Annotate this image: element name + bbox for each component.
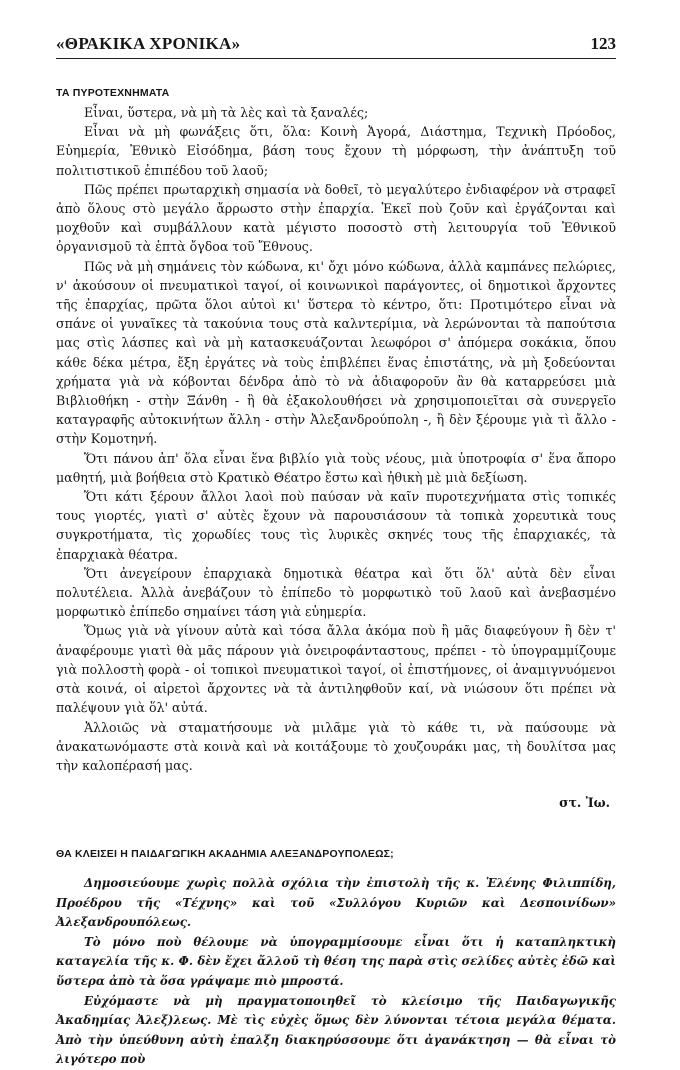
paragraph: Ὅτι πάνου ἀπ' ὅλα εἶναι ἕνα βιβλίο γιὰ τοὺς νέους, μιὰ ὑποτροφία σ' ἕνα ἄπορο μαθητή, μιὰ βοήθεια στὸ Κρατικὸ Θέατρο ἔστω καὶ ἠθικὴ μὲ μιὰ δεξίωση. [56,450,616,485]
author-signature: στ. Ἰω. [559,795,610,811]
journal-title: «ΘΡΑΚΙΚΑ ΧΡΟΝΙΚΑ» [56,34,241,53]
running-header [56,34,616,59]
paragraph: Τὸ μόνο ποὺ θέλουμε νὰ ὑπογραμμίσουμε εἶναι ὅτι ἡ καταπληκτικὴ καταγελία τῆς κ. Φ. δὲν ἔχει ἄλλοῦ τὴ θέση της παρὰ στὶς σελίδες αὐτὲς ἐδῶ καὶ ὕστερα ἀπὸ τὰ ὅσα γράψαμε πιὸ μπροστά. [56,934,616,989]
paragraph: Δημοσιεύουμε χωρὶς πολλὰ σχόλια τὴν ἐπιστολὴ τῆς κ. Ἑλένης Φιλιππίδη, Προέδρου τῆς «Τέχνης» καὶ τοῦ «Συλλόγου Κυριῶν καὶ Δεσποινίδων» Ἀλεξανδρουπόλεως. [56,876,616,930]
section-heading-fireworks: ΤΑ ΠΥΡΟΤΕΧΝΗΜΑΤΑ [56,87,170,99]
paragraph: Εἶναι νὰ μὴ φωνάξεις ὅτι, ὅλα: Κοινὴ Ἀγορά, Διάστημα, Τεχνικὴ Πρόοδος, Εὐημερία, Ἐθνικὸ Εἰσόδημα, βάση τους ἔχουν τὴ μόρφωση, τὴν ἀνάπτυξη τοῦ πολιτιστικοῦ ἐπιπέδου τοῦ λαοῦ; [56,124,616,178]
article-body [56,103,616,775]
paragraph: Ὅμως γιὰ νὰ γίνουν αὐτὰ καὶ τόσα ἄλλα ἀκόμα ποὺ ἢ μᾶς διαφεύγουν ἢ δὲν τ' ἀναφέρουμε γιατὶ θὰ μᾶς πάρουν γιὰ ὀνειροφάνταστους, πρέπει - τὸ ὑπογραμμίζουμε γιὰ πολλοστὴ φορὰ - οἱ τοπικοὶ πνευματικοὶ ταγοί, οἱ ἐπιστήμονες, οἱ ἀναμιγνυόμενοι στὰ κοινά, οἱ αἱρετοὶ ἄρχοντες νὰ τὰ ἀντιληφθοῦν καί, νὰ νιώσουν ὅτι πρέπει νὰ παλέψουν γιὰ ὅλ' αὐτά. [56,623,616,716]
paragraph: Ἀλλοιῶς νὰ σταματήσουμε νὰ μιλᾶμε γιὰ τὸ κάθε τι, νὰ παύσουμε νὰ ἀνακατωνόμαστε στὰ κοινὰ καὶ νὰ κοιτάξουμε τὸ χουζουράκι μας, τὴ δουλίτσα μας τὴν καλοπέρασή μας. [56,719,616,773]
page-number: 123 [590,34,616,53]
paragraph: Ὅτι κάτι ξέρουν ἄλλοι λαοὶ ποὺ παύσαν νὰ καῖν πυροτεχνήματα στὶς τοπικές τους γιορτές, γιατὶ σ' αὐτὲς ἔχουν νὰ παρουσιάσουν τὰ τοπικὰ χορευτικὰ τους συγκροτήματα, τὶς χορωδίες τους τὶς λυρικὲς σκηνές τους τῆς ἐπαρχιακές, τὰ ἐπαρχιακὰ θέατρα. [56,489,616,562]
academy-body [56,874,616,1070]
paragraph: Πῶς νὰ μὴ σημάνεις τὸν κώδωνα, κι' ὄχι μόνο κώδωνα, ἀλλὰ καμπάνες πελώριες, ν' ἀκούσουν οἱ πνευματικοὶ ταγοί, οἱ κοινωνικοὶ παράγοντες, οἱ δημοτικοὶ ἄρχοντες τῆς ἐπαρχίας, πρῶτα ὅλοι αὐτοὶ κι' ὕστερα τὸ κέντρο, ὅτι: Προτιμότερο εἶναι νὰ σπάνε οἱ γυναῖκες τὰ τακούνια τους στὰ καλντερίμια, νὰ λερώνονται τὰ παπούτσια μας στὶς λάσπες καὶ νὰ μὴ κατασκευάζονται λεωφόροι σ' ἀπόμερα σοκάκια, ὅπου κάθε δέκα μέτρα, ἔξη ἐργάτες νὰ τοὺς ἐπιβλέπει ἕνας ἐπιστάτης, νὰ μὴ ξοδεύονται χρήματα γιὰ νὰ κόβονται δένδρα ἀπὸ τὸ νὰ ἀδιαφοροῦν ἂν θὰ καταρρεύσει μιὰ Βιβλιοθήκη - στὴν Ξάνθη - ἢ θὰ ἐξακολουθήσει νὰ χρησιμοποιεῖται σὰ συνεργεῖο καταγραφῆς αὐτοκινήτων ἄλλη - στὴν Ἀλεξανδρούπολη -, ἢ δὲν ξέρουμε γιὰ τὶ ἄλλο - στὴν Κομοτηνή. [56,258,616,447]
paragraph: Ὅτι ἀνεγείρουν ἐπαρχιακὰ δημοτικὰ θέατρα καὶ ὅτι ὅλ' αὐτὰ δὲν εἶναι πολυτέλεια. Ἀλλὰ ἀνεβάζουν τὸ ἐπίπεδο τὸ μορφωτικὸ τοῦ λαοῦ καὶ ἀνεβασμένο μορφωτικὸ ἐπίπεδο σημαίνει τάση γιὰ εὐημερία. [56,565,616,620]
document-page [56,34,616,1070]
paragraph: Εὐχόμαστε νὰ μὴ πραγματοποιηθεῖ τὸ κλείσιμο τῆς Παιδαγωγικῆς Ἀκαδημίας Ἀλεξ)λεως. Μὲ τὶς εὐχὲς ὅμως δὲν λύνονται τέτοια μεγάλα θέματα. Ἀπὸ τὴν ὑπεύθυνη αὐτὴ ἐπαλξη διακηρύσσουμε ὅτι ἀγανάκτηση — θὰ εἶναι τὸ λιγότερο ποὺ [56,993,616,1067]
paragraph: Εἶναι, ὕστερα, νὰ μὴ τὰ λὲς καὶ τὰ ξαναλές; [84,105,369,120]
paragraph: Πῶς πρέπει πρωταρχικὴ σημασία νὰ δοθεῖ, τὸ μεγαλύτερο ἐνδιαφέρον νὰ στραφεῖ ἀπὸ ὅλους στὸ μεγάλο ἄρρωστο στὴν ἐπαρχία. Ἐκεῖ ποὺ ζοῦν καὶ ἐργάζονται καὶ μοχθοῦν καὶ συμβάλλουν κατὰ μέγιστο ποσοστὸ στὴ λειτουργία τοῦ Ἐθνικοῦ ὀργανισμοῦ τὰ ἑπτὰ ὄγδοα τοῦ Ἔθνους. [56,181,616,255]
section-heading-academy: ΘΑ ΚΛΕΙΣΕΙ Η ΠΑΙΔΑΓΩΓΙΚΗ ΑΚΑΔΗΜΙΑ ΑΛΕΞΑΝΔΡΟΥΠΟΛΕΩΣ; [56,848,394,861]
